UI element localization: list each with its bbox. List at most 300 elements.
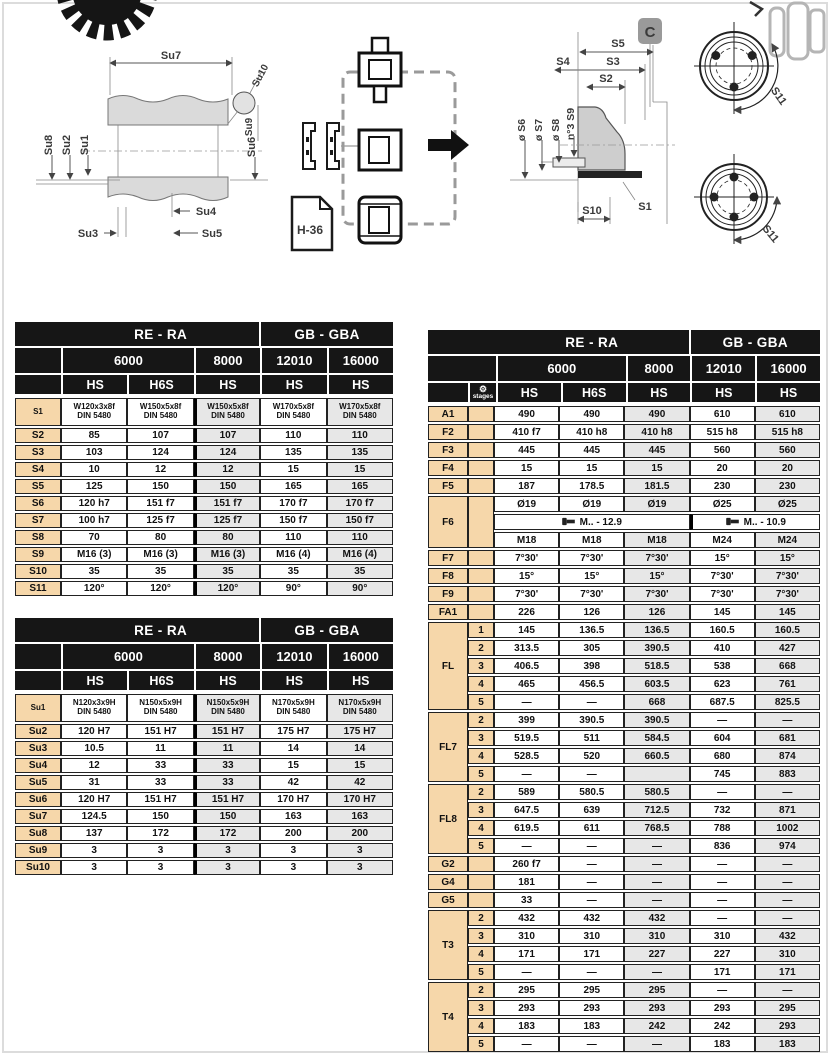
- screw-class-cell: M.. - 12.9: [494, 514, 690, 530]
- version-header: HS: [262, 671, 326, 690]
- table-row: [428, 424, 820, 440]
- version-header: HS: [628, 383, 691, 402]
- table-cell: 580.5: [559, 784, 624, 800]
- table-row: [15, 775, 393, 790]
- table-cell: 432: [559, 910, 624, 926]
- table-header-versions: [428, 383, 820, 402]
- table-cell: 560: [690, 442, 755, 458]
- s-dimensions-table: [15, 322, 393, 598]
- stage-cell: 3: [468, 658, 494, 674]
- stage-cell: 3: [468, 730, 494, 746]
- version-header: HS: [498, 383, 561, 402]
- table-cell: 15°: [559, 568, 624, 584]
- table-cell: 33: [194, 775, 260, 790]
- dim-label-s1: S1: [638, 201, 652, 213]
- row-label: FL7: [428, 712, 468, 782]
- row-label: S4: [15, 462, 61, 477]
- stage-cell: 4: [468, 676, 494, 692]
- table-row: [428, 730, 820, 746]
- table-cell: —: [755, 784, 820, 800]
- table-cell: 490: [559, 406, 624, 422]
- table-cell: 7°30': [755, 586, 820, 602]
- table-cell: 110: [260, 428, 326, 443]
- table-cell: 163: [260, 809, 326, 824]
- table-cell: 7°30': [624, 550, 689, 566]
- stage-cell: 2: [468, 910, 494, 926]
- table-cell: 15°: [690, 550, 755, 566]
- table-cell: —: [559, 856, 624, 872]
- table-cell: 761: [755, 676, 820, 692]
- table-cell: —: [755, 982, 820, 998]
- version-header: HS: [63, 671, 127, 690]
- table-cell: —: [559, 694, 624, 710]
- table-cell: 883: [755, 766, 820, 782]
- table-cell: 135: [327, 445, 393, 460]
- row-label: Su10: [15, 860, 61, 875]
- table-cell: 107: [127, 428, 193, 443]
- table-cell: N170x5x9H DIN 5480: [260, 694, 326, 722]
- table-cell: 33: [127, 775, 193, 790]
- table-cell: 15°: [624, 568, 689, 584]
- table-cell: M24: [690, 532, 755, 548]
- table-row: [428, 766, 820, 782]
- table-cell: 427: [755, 640, 820, 656]
- dim-label-s5: S5: [611, 38, 625, 50]
- table-header-sizes: [428, 356, 820, 381]
- arrow-right-icon: [428, 130, 469, 160]
- table-row: [428, 874, 820, 890]
- stage-cell: [468, 442, 494, 458]
- table-cell: 3: [127, 843, 193, 858]
- table-cell: —: [559, 964, 624, 980]
- table-cell: 406.5: [494, 658, 559, 674]
- table-cell: 120 H7: [61, 792, 127, 807]
- table-cell: 151 f7: [194, 496, 260, 511]
- table-cell: —: [559, 874, 624, 890]
- table-cell: 647.5: [494, 802, 559, 818]
- table-row: [15, 581, 393, 596]
- table-cell: 3: [194, 860, 260, 875]
- table-cell: 610: [755, 406, 820, 422]
- table-cell: 432: [494, 910, 559, 926]
- table-cell: 15°: [494, 568, 559, 584]
- table-cell: 171: [559, 946, 624, 962]
- table-cell: 33: [194, 758, 260, 773]
- table-cell: M16 (3): [194, 547, 260, 562]
- stage-cell: 5: [468, 694, 494, 710]
- version-header: H6S: [129, 671, 193, 690]
- table-cell: 15: [260, 758, 326, 773]
- table-cell: 90°: [327, 581, 393, 596]
- table-cell: 183: [559, 1018, 624, 1034]
- table-cell: 183: [494, 1018, 559, 1034]
- table-cell: 145: [494, 622, 559, 638]
- stage-cell: 4: [468, 946, 494, 962]
- stage-cell: 2: [468, 784, 494, 800]
- stage-cell: [468, 478, 494, 494]
- flange-face-3-bolt: [694, 22, 789, 114]
- table-cell: 11: [194, 741, 260, 756]
- row-label: A1: [428, 406, 468, 422]
- table-cell: 33: [494, 892, 559, 908]
- table-cell: 100 h7: [61, 513, 127, 528]
- table-cell: 445: [624, 442, 689, 458]
- row-label: S6: [15, 496, 61, 511]
- table-cell: —: [690, 856, 755, 872]
- table-cell: 124.5: [61, 809, 127, 824]
- size-header: 6000: [498, 356, 626, 381]
- table-cell: 120°: [61, 581, 127, 596]
- stage-cell: 3: [468, 802, 494, 818]
- table-cell: 10: [61, 462, 127, 477]
- table-cell: —: [494, 766, 559, 782]
- table-cell: —: [624, 856, 689, 872]
- table-cell: —: [690, 910, 755, 926]
- table-cell: 15: [624, 460, 689, 476]
- table-cell: 35: [260, 564, 326, 579]
- table-cell: 35: [327, 564, 393, 579]
- table-cell: 145: [755, 604, 820, 620]
- table-cell: 165: [260, 479, 326, 494]
- table-cell: 310: [624, 928, 689, 944]
- row-label: FL8: [428, 784, 468, 854]
- table-cell: 125: [61, 479, 127, 494]
- table-cell: 35: [194, 564, 260, 579]
- bolt-icon: [562, 517, 575, 526]
- table-cell: 227: [690, 946, 755, 962]
- table-row: [15, 445, 393, 460]
- table-cell: 7°30': [559, 586, 624, 602]
- dim-label-s2: S2: [599, 73, 613, 85]
- row-label: G2: [428, 856, 468, 872]
- table-cell: 110: [327, 428, 393, 443]
- table-header-groups: [15, 618, 393, 642]
- table-cell: 151 H7: [194, 724, 260, 739]
- row-label: Su5: [15, 775, 61, 790]
- group-header: RE - RA: [134, 622, 188, 638]
- table-cell: 3: [260, 860, 326, 875]
- stages-header: ⚙ stages: [470, 383, 496, 402]
- table-cell: 518.5: [624, 658, 689, 674]
- table-row: [428, 892, 820, 908]
- table-cell: —: [755, 712, 820, 728]
- table-cell: 35: [61, 564, 127, 579]
- table-cell: 33: [127, 758, 193, 773]
- table-cell: W120x3x8f DIN 5480: [61, 398, 127, 426]
- table-cell: 445: [494, 442, 559, 458]
- stage-cell: 5: [468, 766, 494, 782]
- table-cell: W170x5x8f DIN 5480: [260, 398, 326, 426]
- table-cell: 20: [690, 460, 755, 476]
- table-cell: N120x3x9H DIN 5480: [61, 694, 127, 722]
- table-cell: —: [624, 964, 689, 980]
- table-row: [428, 658, 820, 674]
- dim-label-su6: Su6: [246, 136, 258, 158]
- table-cell: 110: [260, 530, 326, 545]
- table-cell: 3: [327, 860, 393, 875]
- table-cell: 160.5: [690, 622, 755, 638]
- table-cell: 187: [494, 478, 559, 494]
- table-cell: 623: [690, 676, 755, 692]
- table-cell: 150: [127, 479, 193, 494]
- screw-class-cell: M.. - 10.9: [690, 514, 820, 530]
- table-cell: 871: [755, 802, 820, 818]
- stage-cell: 3: [468, 1000, 494, 1016]
- table-cell: 242: [690, 1018, 755, 1034]
- table-cell: 974: [755, 838, 820, 854]
- table-cell: 432: [624, 910, 689, 926]
- table-cell: —: [755, 856, 820, 872]
- table-cell: 14: [260, 741, 326, 756]
- table-cell: 163: [327, 809, 393, 824]
- table-cell: M16 (3): [61, 547, 127, 562]
- version-header: H6S: [129, 375, 193, 394]
- table-cell: 3: [260, 843, 326, 858]
- table-cell: M18: [624, 532, 689, 548]
- su-dimensions-table: [15, 618, 393, 877]
- table-cell: [624, 766, 689, 782]
- row-label: FA1: [428, 604, 468, 620]
- table-cell: 200: [327, 826, 393, 841]
- stage-cell: 2: [468, 640, 494, 656]
- table-cell: 12: [127, 462, 193, 477]
- group-header: GB - GBA: [294, 326, 360, 342]
- group-header: RE - RA: [134, 326, 188, 342]
- size-header: 16000: [329, 644, 393, 669]
- row-label: F8: [428, 568, 468, 584]
- table-cell: 293: [755, 1018, 820, 1034]
- table-cell: 15: [494, 460, 559, 476]
- table-row: [428, 442, 820, 458]
- table-cell: 295: [559, 982, 624, 998]
- table-cell: 15: [327, 758, 393, 773]
- row-label: Su4: [15, 758, 61, 773]
- table-cell: 310: [690, 928, 755, 944]
- table-cell: 151 H7: [194, 792, 260, 807]
- table-cell: 390.5: [624, 640, 689, 656]
- table-cell: 732: [690, 802, 755, 818]
- table-row: [428, 1018, 820, 1034]
- table-cell: 160.5: [755, 622, 820, 638]
- table-cell: 10.5: [61, 741, 127, 756]
- version-header: HS: [196, 671, 260, 690]
- table-cell: Ø19: [494, 496, 559, 512]
- dim-label-s11-top: S11: [768, 85, 789, 108]
- size-header: 8000: [196, 644, 260, 669]
- row-label: G4: [428, 874, 468, 890]
- table-cell: 260 f7: [494, 856, 559, 872]
- row-label: S8: [15, 530, 61, 545]
- table-row: [428, 550, 820, 566]
- table-cell: 603.5: [624, 676, 689, 692]
- table-cell: 295: [755, 1000, 820, 1016]
- gear-icon: [55, 0, 159, 46]
- table-header-groups: [428, 330, 820, 354]
- row-label: S10: [15, 564, 61, 579]
- table-cell: 465: [494, 676, 559, 692]
- table-cell: —: [494, 1036, 559, 1052]
- table-cell: 125 f7: [127, 513, 193, 528]
- table-row: [428, 676, 820, 692]
- stage-cell: [468, 892, 494, 908]
- table-cell: 825.5: [755, 694, 820, 710]
- table-cell: 80: [127, 530, 193, 545]
- table-row: [428, 496, 820, 512]
- stage-cell: [468, 856, 494, 872]
- table-cell: 175 H7: [327, 724, 393, 739]
- table-cell: 90°: [260, 581, 326, 596]
- table-cell: 520: [559, 748, 624, 764]
- row-label: S9: [15, 547, 61, 562]
- table-cell: —: [755, 910, 820, 926]
- table-cell: 681: [755, 730, 820, 746]
- table-cell: 680: [690, 748, 755, 764]
- dim-label-su4: Su4: [195, 206, 217, 218]
- table-header-versions: [15, 671, 393, 690]
- table-cell: 432: [755, 928, 820, 944]
- table-cell: 135: [260, 445, 326, 460]
- version-header: H6S: [563, 383, 626, 402]
- table-cell: 456.5: [559, 676, 624, 692]
- table-cell: 107: [194, 428, 260, 443]
- table-cell: 31: [61, 775, 127, 790]
- dim-label-s4: S4: [556, 56, 570, 68]
- row-label: Su6: [15, 792, 61, 807]
- table-cell: 230: [690, 478, 755, 494]
- flange-face-views: [688, 18, 826, 260]
- table-cell: 181: [494, 874, 559, 890]
- table-cell: M16 (3): [127, 547, 193, 562]
- table-cell: 7°30': [624, 586, 689, 602]
- table-row: [15, 428, 393, 443]
- table-cell: 120°: [194, 581, 260, 596]
- table-cell: 610: [690, 406, 755, 422]
- row-label: F3: [428, 442, 468, 458]
- table-cell: 181.5: [624, 478, 689, 494]
- table-cell: 410 h8: [624, 424, 689, 440]
- table-cell: 14: [327, 741, 393, 756]
- table-header-sizes: [15, 644, 393, 669]
- table-cell: —: [690, 892, 755, 908]
- table-cell: Ø25: [690, 496, 755, 512]
- table-cell: 1002: [755, 820, 820, 836]
- table-cell: 398: [559, 658, 624, 674]
- version-header: HS: [329, 671, 393, 690]
- table-cell: 768.5: [624, 820, 689, 836]
- table-row: [428, 982, 820, 998]
- h36-document-label: H-36: [296, 223, 324, 237]
- table-cell: —: [690, 874, 755, 890]
- row-label: S3: [15, 445, 61, 460]
- table-cell: N170x5x9H DIN 5480: [327, 694, 393, 722]
- table-cell: 310: [494, 928, 559, 944]
- table-cell: 410 h8: [559, 424, 624, 440]
- stage-cell: 5: [468, 838, 494, 854]
- table-cell: —: [624, 838, 689, 854]
- table-cell: 145: [690, 604, 755, 620]
- table-header-sizes: [15, 348, 393, 373]
- table-cell: 125 f7: [194, 513, 260, 528]
- table-cell: 7°30': [690, 586, 755, 602]
- table-cell: 124: [194, 445, 260, 460]
- table-row: [428, 1036, 820, 1052]
- table-cell: 668: [624, 694, 689, 710]
- table-row: [428, 910, 820, 926]
- dim-label-su2: Su2: [61, 134, 73, 156]
- stage-cell: 4: [468, 820, 494, 836]
- table-row: [428, 604, 820, 620]
- table-cell: 175 H7: [260, 724, 326, 739]
- stage-cell: 4: [468, 1018, 494, 1034]
- table-cell: M24: [755, 532, 820, 548]
- table-cell: 515 h8: [690, 424, 755, 440]
- table-row: [428, 1000, 820, 1016]
- row-label: F2: [428, 424, 468, 440]
- table-row: [15, 694, 393, 722]
- table-cell: 227: [624, 946, 689, 962]
- table-row: [15, 724, 393, 739]
- table-row: [15, 479, 393, 494]
- table-cell: 519.5: [494, 730, 559, 746]
- table-cell: 619.5: [494, 820, 559, 836]
- row-label: Su1: [15, 694, 61, 722]
- stage-cell: [468, 424, 494, 440]
- table-row: [428, 784, 820, 800]
- table-row: [15, 758, 393, 773]
- gear-icon: ⚙: [478, 383, 488, 394]
- table-cell: 170 f7: [260, 496, 326, 511]
- table-cell: 15: [327, 462, 393, 477]
- dim-label-s8: ø S8: [550, 118, 562, 142]
- row-label: F9: [428, 586, 468, 602]
- table-cell: 12: [61, 758, 127, 773]
- table-cell: 226: [494, 604, 559, 620]
- stage-cell: [468, 550, 494, 566]
- table-cell: 3: [327, 843, 393, 858]
- table-cell: 3: [127, 860, 193, 875]
- row-label: Su7: [15, 809, 61, 824]
- table-cell: M18: [494, 532, 559, 548]
- table-cell: 80: [194, 530, 260, 545]
- dim-label-su9: Su9: [244, 117, 255, 137]
- table-cell: —: [494, 838, 559, 854]
- table-cell: 136.5: [559, 622, 624, 638]
- table-cell: 120°: [127, 581, 193, 596]
- table-row: [15, 530, 393, 545]
- group-header: GB - GBA: [294, 622, 360, 638]
- table-row: [15, 513, 393, 528]
- table-cell: 150: [194, 809, 260, 824]
- table-cell: 150: [194, 479, 260, 494]
- table-cell: 295: [624, 982, 689, 998]
- table-cell: 120 h7: [61, 496, 127, 511]
- table-cell: 410 f7: [494, 424, 559, 440]
- table-row: [428, 568, 820, 584]
- table-cell: 7°30': [494, 586, 559, 602]
- table-cell: 293: [559, 1000, 624, 1016]
- table-cell: 293: [494, 1000, 559, 1016]
- table-cell: 124: [127, 445, 193, 460]
- table-cell: Ø25: [755, 496, 820, 512]
- table-row: [428, 964, 820, 980]
- stage-cell: 3: [468, 928, 494, 944]
- stage-cell: [468, 460, 494, 476]
- table-cell: 515 h8: [755, 424, 820, 440]
- size-header: 16000: [757, 356, 820, 381]
- table-cell: 410: [690, 640, 755, 656]
- group-header: GB - GBA: [722, 334, 789, 350]
- table-row: [15, 547, 393, 562]
